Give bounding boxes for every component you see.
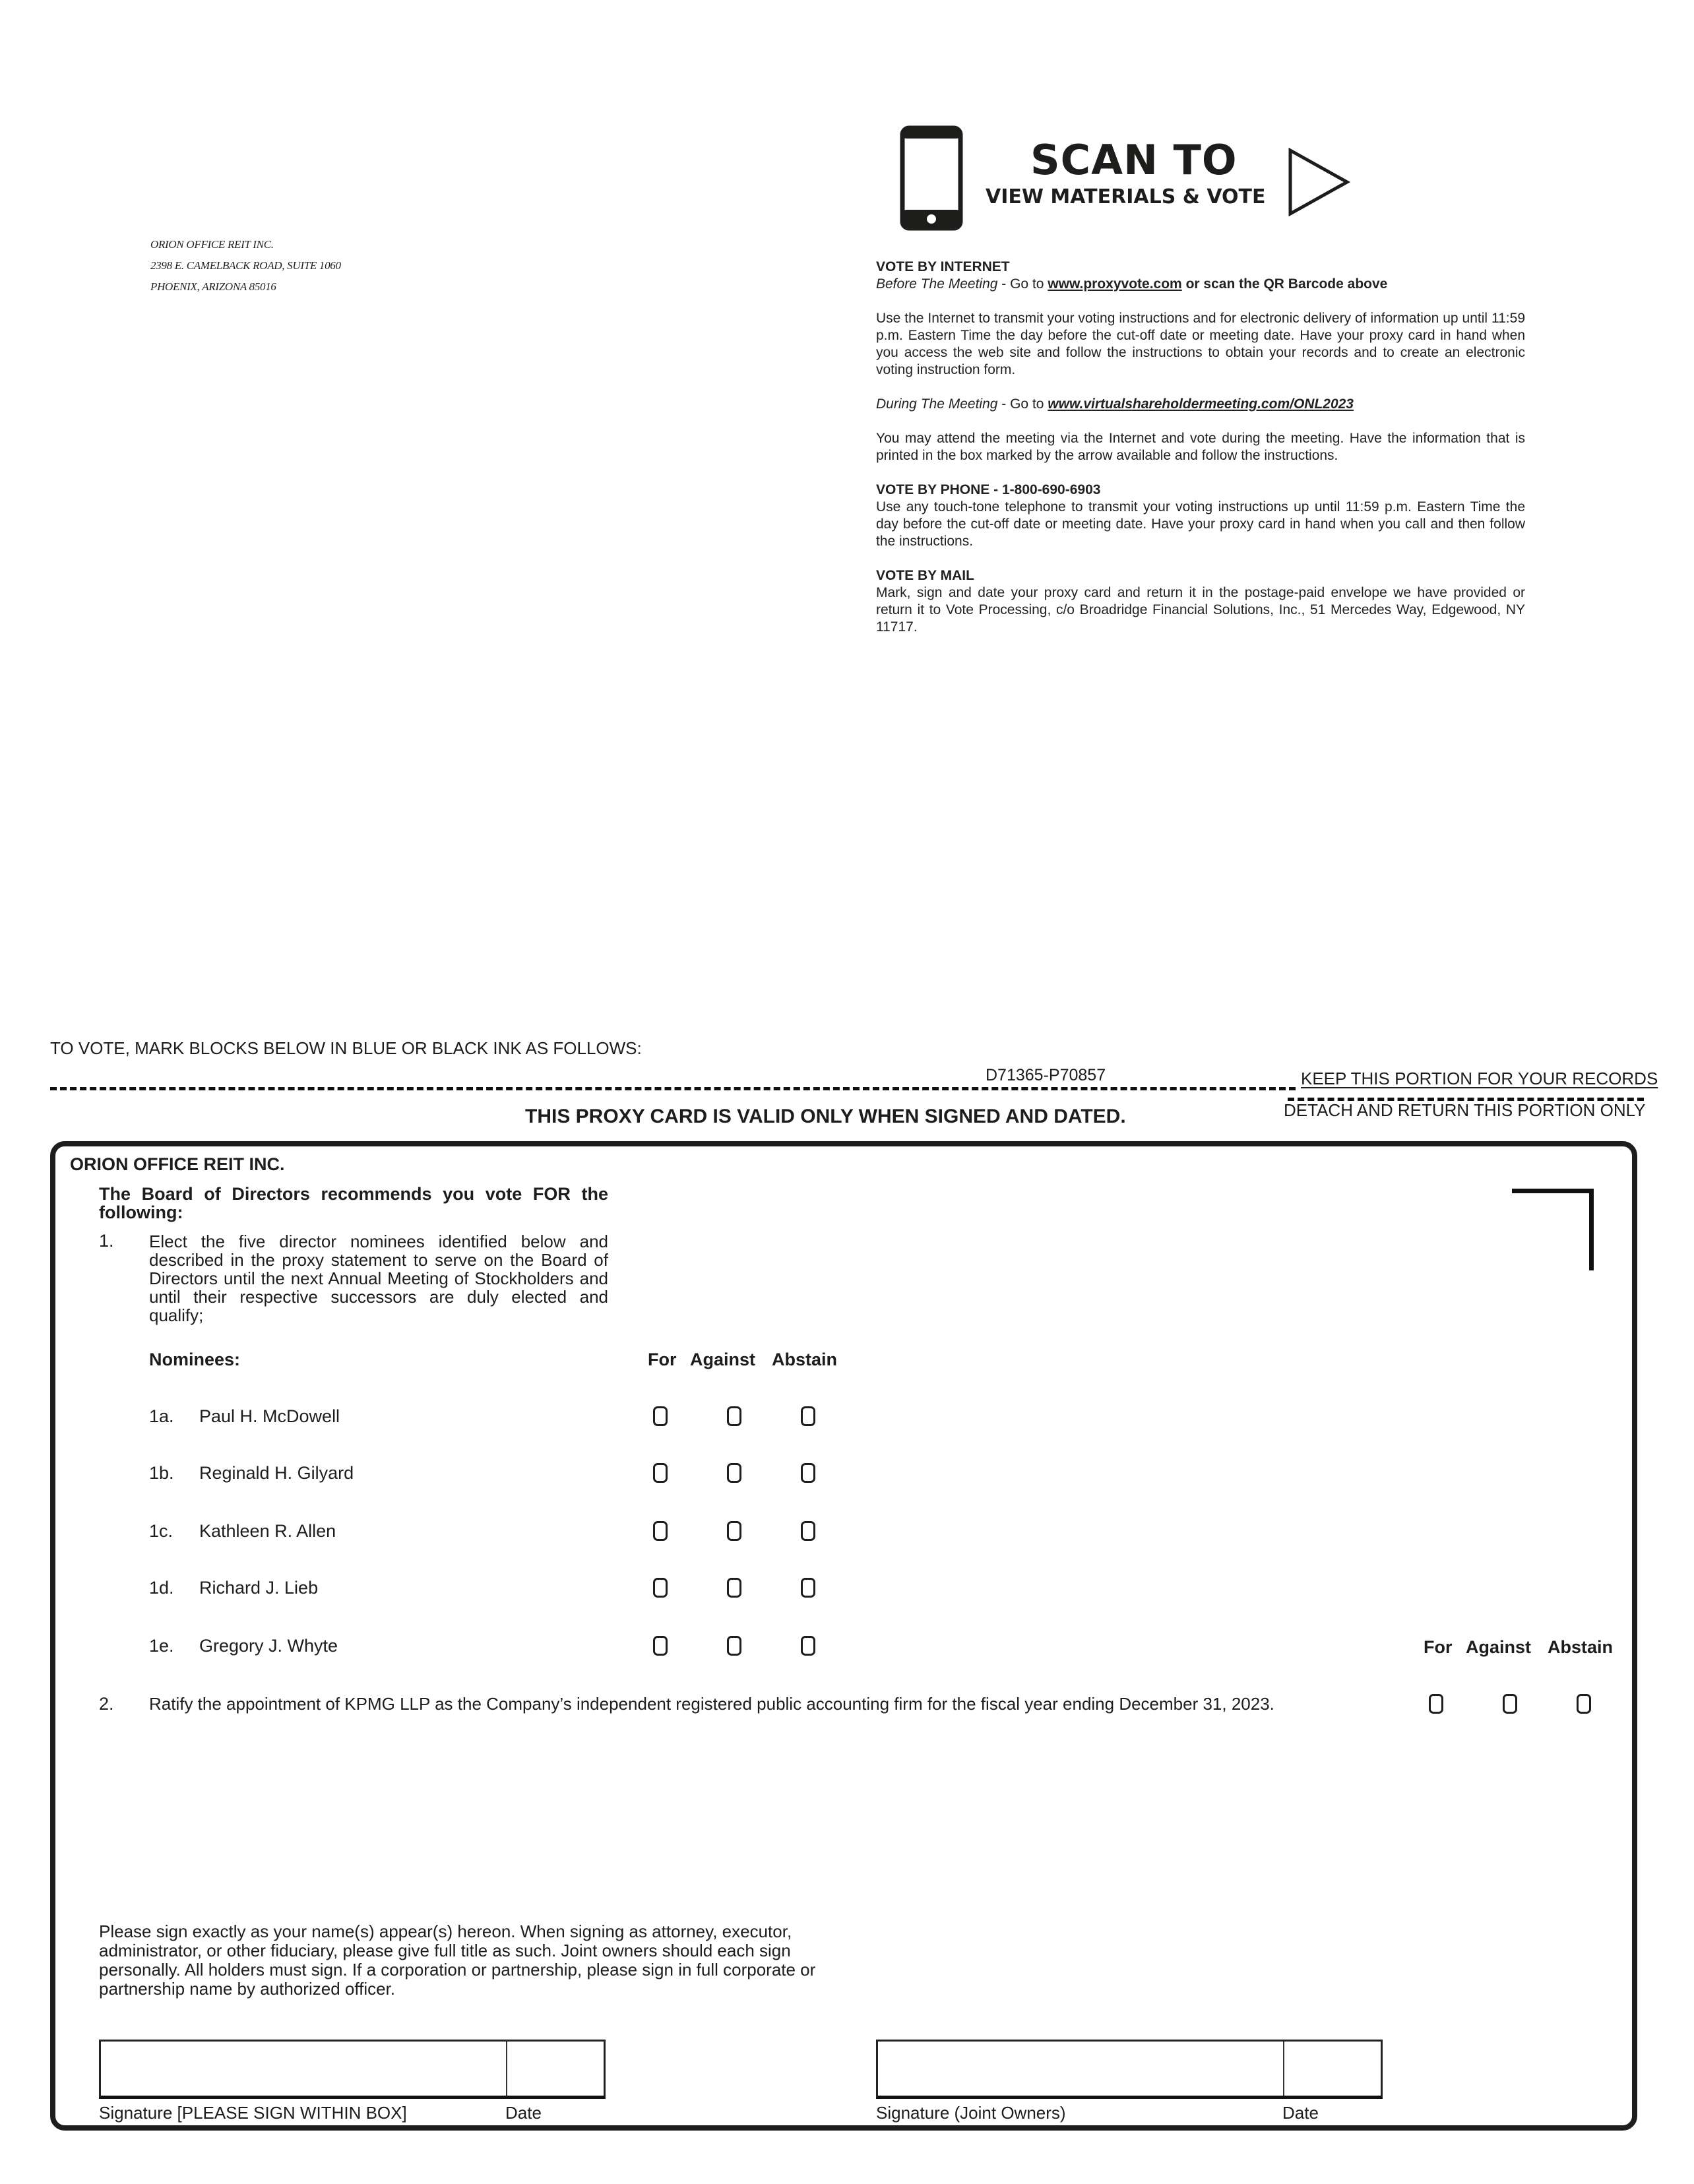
before-meeting-goto: - Go to xyxy=(997,276,1048,292)
vote-against-checkbox[interactable] xyxy=(727,1406,741,1426)
proposal-2-text: Ratify the appointment of KPMG LLP as the Company’s independent registered public accounting firm for the fiscal year ending December 31, 2023. xyxy=(149,1694,1274,1714)
vote-for-checkbox[interactable] xyxy=(653,1521,668,1541)
vote-against-checkbox[interactable] xyxy=(727,1463,741,1483)
smartphone-icon xyxy=(900,125,963,231)
nominee-name: Gregory J. Whyte xyxy=(199,1636,338,1656)
signature-box[interactable] xyxy=(99,2040,606,2099)
detach-dashed-line xyxy=(50,1087,1296,1090)
vote-against-checkbox[interactable] xyxy=(727,1578,741,1598)
nominee-number: 1b. xyxy=(149,1463,174,1483)
date-box-divider xyxy=(506,2042,507,2096)
address-city: PHOENIX, ARIZONA 85016 xyxy=(150,280,276,293)
signing-instructions: Please sign exactly as your name(s) appear(s) hereon. When signing as attorney, executor, administrator, or other fiduciary, please give full title as such. Joint owners should each sign personally. All holders must sign. If a corporation or partnership, please sign in full corporate or partnership name by authorized officer. xyxy=(99,1921,816,1999)
vote-abstain-checkbox[interactable] xyxy=(801,1578,815,1598)
column-against-p2: Against xyxy=(1466,1637,1532,1657)
column-for: For xyxy=(648,1350,677,1369)
scan-subtitle: VIEW MATERIALS & VOTE xyxy=(986,185,1266,208)
during-meeting-line xyxy=(876,396,1525,413)
address-street: 2398 E. CAMELBACK ROAD, SUITE 1060 xyxy=(150,259,341,272)
joint-date-box-divider xyxy=(1283,2042,1284,2096)
vote-abstain-checkbox[interactable] xyxy=(801,1636,815,1656)
joint-signature-label: Signature (Joint Owners) xyxy=(876,2103,1066,2123)
detach-portion-label: DETACH AND RETURN THIS PORTION ONLY xyxy=(1284,1100,1646,1120)
proposal-1-number: 1. xyxy=(99,1231,114,1251)
column-against: Against xyxy=(690,1350,756,1369)
proposal-1-text: Elect the five director nominees identified below and described in the proxy statement to serve on the Board of Directors until the next Annual Meeting of Stockholders and until their respective successors are duly elected and qualify; xyxy=(149,1232,608,1325)
mark-instruction: TO VOTE, MARK BLOCKS BELOW IN BLUE OR BLACK INK AS FOLLOWS: xyxy=(50,1038,642,1058)
registration-corner-mark xyxy=(1512,1189,1594,1270)
before-meeting-line xyxy=(876,276,1525,293)
internet-body: Use the Internet to transmit your voting instructions and for electronic delivery of information up until 11:59 p.m. Eastern Time the day before the cut-off date or meeting date. Have your proxy card in hand when you access the web site and follow the instructions to obtain your records and to create an electronic voting instruction form. xyxy=(876,311,1525,377)
mailing-address xyxy=(150,234,341,297)
column-for-p2: For xyxy=(1424,1637,1453,1657)
nominee-name: Paul H. McDowell xyxy=(199,1406,340,1426)
validity-notice: THIS PROXY CARD IS VALID ONLY WHEN SIGNED AND DATED. xyxy=(525,1106,1126,1127)
control-number: D71365-P70857 xyxy=(986,1066,1106,1084)
vote-for-checkbox[interactable] xyxy=(653,1578,668,1598)
vote-abstain-checkbox[interactable] xyxy=(801,1521,815,1541)
nominee-name: Reginald H. Gilyard xyxy=(199,1463,354,1483)
proposal-2-against-checkbox[interactable] xyxy=(1503,1694,1517,1714)
nominee-row xyxy=(0,1522,858,1549)
nominee-number: 1d. xyxy=(149,1578,174,1598)
nominee-row xyxy=(0,1464,858,1491)
mail-body: Mark, sign and date your proxy card and return it in the postage-paid envelope we have provided or return it to Vote Processing, c/o Broadridge Financial Solutions, Inc., 51 Mercedes Way, Edgewood, NY 11717. xyxy=(876,585,1525,635)
proposal-2-for-checkbox[interactable] xyxy=(1429,1694,1443,1714)
column-abstain: Abstain xyxy=(772,1350,838,1369)
vote-against-checkbox[interactable] xyxy=(727,1521,741,1541)
nominee-row xyxy=(0,1579,858,1606)
phone-heading: VOTE BY PHONE - 1-800-690-6903 xyxy=(876,482,1101,497)
nominees-heading: Nominees: xyxy=(149,1350,241,1369)
nominee-row xyxy=(0,1637,858,1664)
nominee-number: 1a. xyxy=(149,1406,174,1426)
date-label: Date xyxy=(505,2103,542,2123)
virtual-meeting-link[interactable]: www.virtualshareholdermeeting.com/ONL2023 xyxy=(1048,396,1354,412)
board-recommendation: The Board of Directors recommends you vote FOR the following: xyxy=(99,1184,608,1222)
vote-for-checkbox[interactable] xyxy=(653,1463,668,1483)
during-meeting-body: You may attend the meeting via the Internet and vote during the meeting. Have the information that is printed in the box marked by the arrow available and follow the instructions. xyxy=(876,431,1525,463)
proposal-2-number: 2. xyxy=(99,1694,114,1714)
nominee-name: Richard J. Lieb xyxy=(199,1578,319,1598)
play-arrow-icon xyxy=(1288,148,1351,216)
vote-abstain-checkbox[interactable] xyxy=(801,1463,815,1483)
keep-portion-label: KEEP THIS PORTION FOR YOUR RECORDS xyxy=(1301,1069,1658,1088)
card-company-name: ORION OFFICE REIT INC. xyxy=(70,1154,285,1174)
nominee-number: 1c. xyxy=(149,1521,173,1541)
during-meeting-goto: - Go to xyxy=(997,396,1048,412)
signature-label: Signature [PLEASE SIGN WITHIN BOX] xyxy=(99,2103,407,2123)
qr-text: or scan the QR Barcode above xyxy=(1181,276,1388,292)
before-meeting-label: Before The Meeting xyxy=(876,276,998,292)
voting-instructions xyxy=(876,259,1525,636)
address-company: ORION OFFICE REIT INC. xyxy=(150,238,274,251)
phone-body: Use any touch-tone telephone to transmit your voting instructions up until 11:59 p.m. Eastern Time the day before the cut-off date or meeting date. Have your proxy card in hand when you call and then follow the instructions. xyxy=(876,499,1525,549)
nominee-row xyxy=(0,1408,858,1434)
nominee-name: Kathleen R. Allen xyxy=(199,1521,336,1541)
joint-signature-box[interactable] xyxy=(876,2040,1383,2099)
scan-title: SCAN TO xyxy=(1030,136,1238,184)
nominee-number: 1e. xyxy=(149,1636,174,1656)
mail-heading: VOTE BY MAIL xyxy=(876,568,974,583)
vote-abstain-checkbox[interactable] xyxy=(801,1406,815,1426)
column-abstain-p2: Abstain xyxy=(1548,1637,1614,1657)
during-meeting-label: During The Meeting xyxy=(876,396,998,412)
vote-for-checkbox[interactable] xyxy=(653,1636,668,1656)
vote-against-checkbox[interactable] xyxy=(727,1636,741,1656)
joint-date-label: Date xyxy=(1282,2103,1319,2123)
vote-for-checkbox[interactable] xyxy=(653,1406,668,1426)
proposal-2-abstain-checkbox[interactable] xyxy=(1577,1694,1591,1714)
proxyvote-link[interactable]: www.proxyvote.com xyxy=(1048,276,1182,292)
internet-heading: VOTE BY INTERNET xyxy=(876,259,1010,274)
